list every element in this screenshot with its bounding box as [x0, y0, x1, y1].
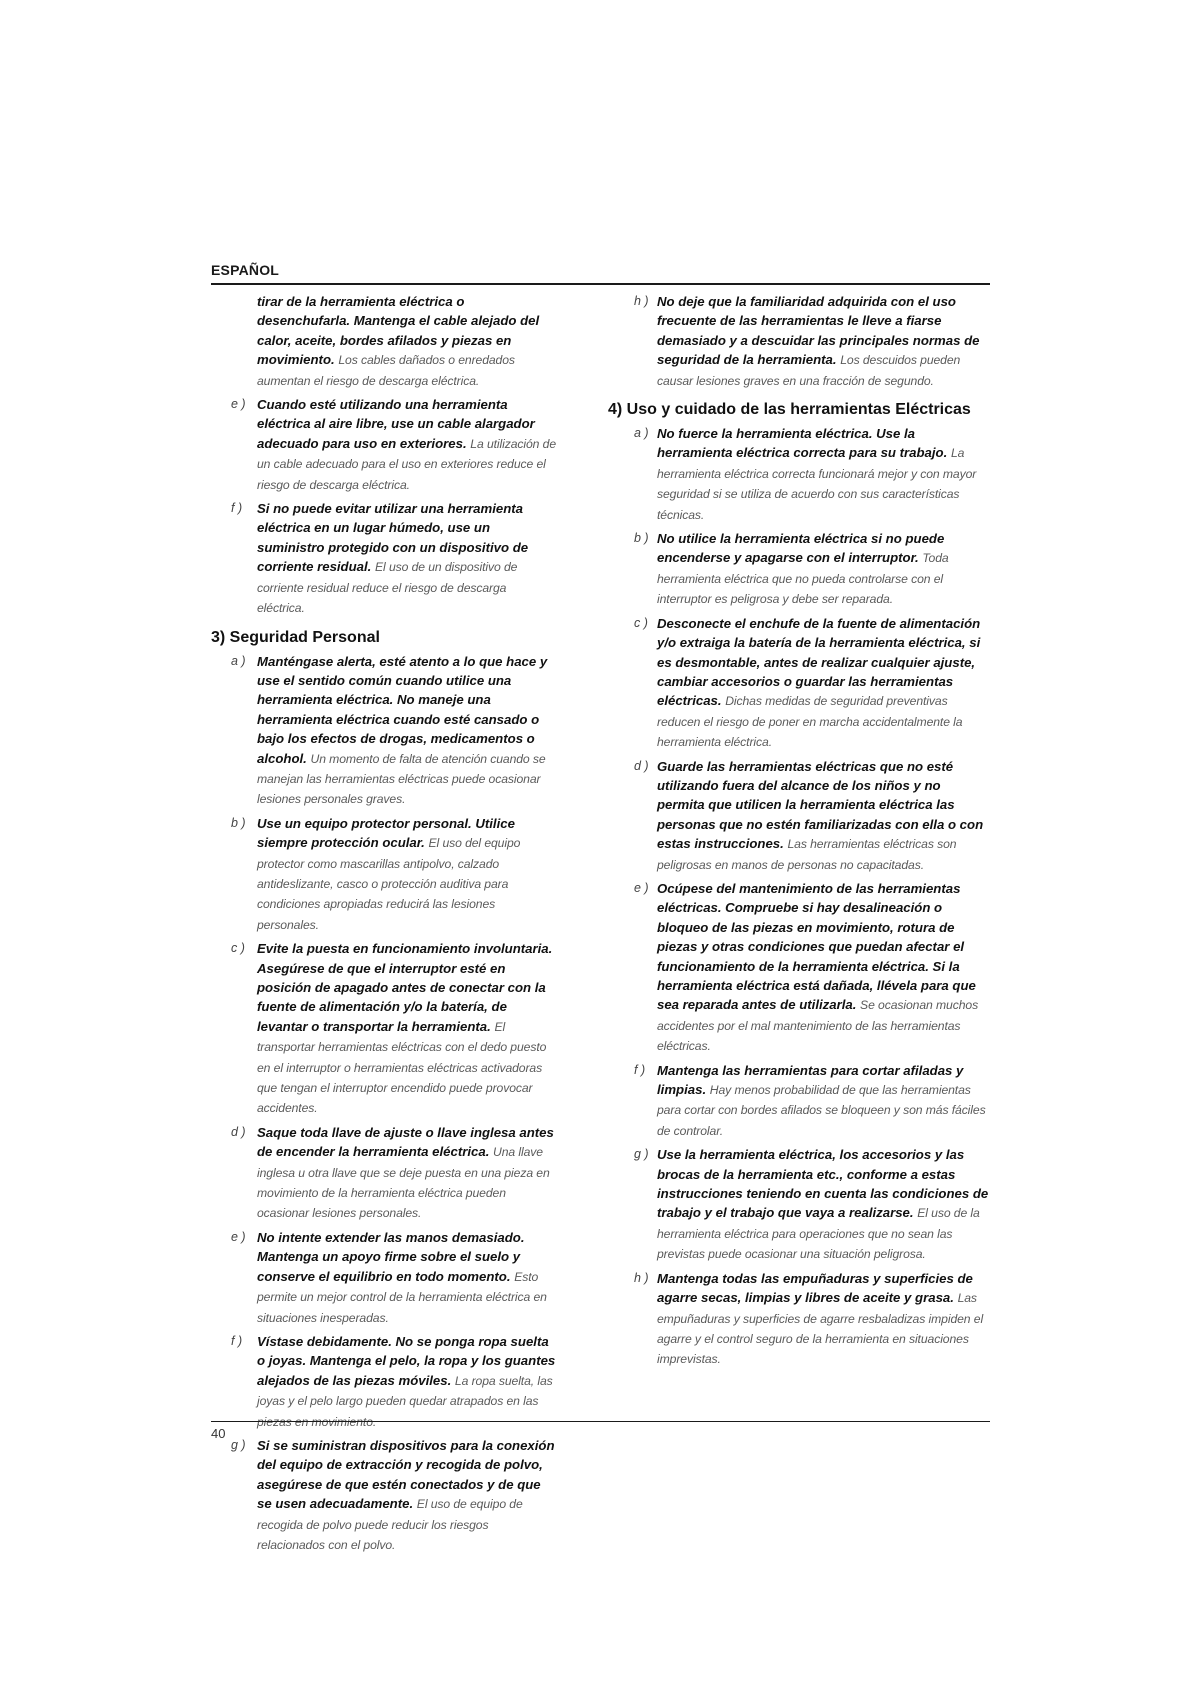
list-item	[211, 1436, 556, 1555]
item-explanation: Un momento de falta de atención cuando se manejan las herramientas eléctricas puede ocasionar lesiones personales graves.	[257, 751, 546, 807]
list-item	[211, 395, 556, 495]
item-bold-text: Desconecte el enchufe de la fuente de alimentación y/o extraiga la batería de la herramienta eléctrica, si es desmontable, antes de realizar cualquier ajuste, cambiar accesorios o guardar las herramientas eléctricas.	[657, 615, 981, 709]
item-explanation: Toda herramienta eléctrica que no pueda controlarse con el interruptor es peligrosa y debe ser reparada.	[657, 551, 949, 607]
item-letter: g )	[231, 1437, 246, 1452]
item-explanation: Las herramientas eléctricas son peligrosas en manos de personas no capacitadas.	[657, 837, 957, 872]
item-bold-text: Si se suministran dispositivos para la conexión del equipo de extracción y recogida de polvo, asegúrese de que estén conectados y de que se usen adecuadamente.	[257, 1437, 555, 1512]
item-letter: e )	[231, 1229, 246, 1244]
item-bold-text: Guarde las herramientas eléctricas que no esté utilizando fuera del alcance de los niños y no permita que utilicen la herramienta eléctrica las personas que no estén familiarizadas con ella o con estas instrucciones.	[657, 758, 984, 852]
list-item	[608, 614, 990, 753]
list-item	[211, 1228, 556, 1328]
item-explanation: Esto permite un mejor control de la herramienta eléctrica en situaciones inesperadas.	[257, 1269, 547, 1325]
page-header	[211, 262, 990, 285]
item-bold-text: Evite la puesta en funcionamiento involuntaria. Asegúrese de que el interruptor esté en posición de apagado antes de conectar con la fuente de alimentación y/o la batería, de levantar o transportar la herramienta.	[257, 941, 553, 1034]
item-bold-text: Mantenga todas las empuñaduras y superficies de agarre secas, limpias y libres de aceite y grasa.	[657, 1270, 973, 1306]
item-letter: f )	[634, 1062, 646, 1077]
list-item	[608, 879, 990, 1057]
section-title-tool-use-care: 4) Uso y cuidado de las herramientas Eléctricas	[608, 401, 971, 419]
right-column	[608, 292, 990, 1374]
list-item	[211, 814, 556, 935]
item-explanation: Los descuidos pueden causar lesiones graves en una fracción de segundo.	[657, 353, 961, 388]
item-explanation: Una llave inglesa u otra llave que se deje puesta en una pieza en movimiento de la herramienta eléctrica pueden ocasionar lesiones personales.	[257, 1145, 550, 1221]
language-label: ESPAÑOL	[211, 262, 280, 278]
item-bold-text: Cuando esté utilizando una herramienta eléctrica al aire libre, use un cable alargador adecuado para uso en exteriores.	[257, 397, 535, 451]
item-explanation: El uso de la herramienta eléctrica para operaciones que no sean las previstas puede ocasionar una situación peligrosa.	[657, 1206, 980, 1262]
item-explanation: Hay menos probabilidad de que las herramientas para cortar con bordes afilados se bloqueen y son más fáciles de controlar.	[657, 1083, 986, 1138]
item-letter: a )	[634, 426, 649, 441]
item-letter: g )	[634, 1147, 649, 1162]
left-column	[211, 292, 556, 1559]
item-explanation: Dichas medidas de seguridad preventivas reducen el riesgo de poner en marcha accidentalmente la herramienta eléctrica.	[657, 694, 963, 750]
item-letter: c )	[231, 941, 245, 956]
list-item	[608, 529, 990, 610]
item-letter: f )	[231, 1333, 243, 1348]
item-explanation: El uso de un dispositivo de corriente residual reduce el riesgo de descarga eléctrica.	[257, 560, 518, 616]
item-letter: d )	[231, 1124, 246, 1139]
item-bold-text: Use la herramienta eléctrica, los accesorios y las brocas de la herramienta etc., conforme a estas instrucciones teniendo en cuenta las condiciones de trabajo y el trabajo que vaya a realizarse.	[657, 1147, 989, 1221]
item-bold-text: No utilice la herramienta eléctrica si no puede encenderse y apagarse con el interruptor.	[657, 531, 945, 566]
item-bold-text: Saque toda llave de ajuste o llave inglesa antes de encender la herramienta eléctrica.	[257, 1124, 554, 1160]
item-explanation: La utilización de un cable adecuado para el uso en exteriores reduce el riesgo de descarga eléctrica.	[257, 436, 556, 492]
item-bold-text: Vístase debidamente. No se ponga ropa suelta o joyas. Mantenga el pelo, la ropa y los guantes alejados de las piezas móviles.	[257, 1333, 556, 1388]
item-letter: b )	[634, 531, 649, 546]
item-explanation: El uso de equipo de recogida de polvo puede reducir los riesgos relacionados con el polvo.	[257, 1497, 523, 1552]
item-explanation: Los cables dañados o enredados aumentan el riesgo de descarga eléctrica.	[257, 353, 515, 388]
list-item	[211, 939, 556, 1119]
item-explanation: Se ocasionan muchos accidentes por el mal mantenimiento de las herramientas eléctricas.	[657, 998, 979, 1054]
item-bold-text: No fuerce la herramienta eléctrica. Use la herramienta eléctrica correcta para su trabajo.	[657, 426, 948, 461]
item-letter: e )	[634, 880, 649, 895]
item-letter: d )	[634, 758, 649, 773]
item-letter: e )	[231, 397, 246, 412]
list-item	[211, 1332, 556, 1432]
item-explanation: La herramienta eléctrica correcta funcionará mejor y con mayor seguridad si se utiliza de acuerdo con sus características técnicas.	[657, 446, 977, 522]
item-letter: h )	[634, 1270, 649, 1285]
item-letter: b )	[231, 815, 246, 830]
item-bold-text: Use un equipo protector personal. Utilice siempre protección ocular.	[257, 815, 515, 851]
item-bold-text: Manténgase alerta, esté atento a lo que hace y use el sentido común cuando utilice una herramienta eléctrica. No maneje una herramienta eléctrica cuando esté cansado o bajo los efectos de drogas, medicamentos o alcohol.	[257, 653, 548, 766]
list-item	[608, 424, 990, 525]
list-item	[608, 1269, 990, 1370]
list-item	[608, 757, 990, 875]
item-bold-text: Mantenga las herramientas para cortar afiladas y limpias.	[657, 1062, 964, 1098]
item-letter: c )	[634, 615, 648, 630]
item-explanation: La ropa suelta, las joyas y el pelo largo pueden quedar atrapados en las piezas en movimiento.	[257, 1373, 553, 1429]
item-letter: f )	[231, 501, 243, 516]
list-item	[211, 292, 556, 391]
item-explanation: El uso del equipo protector como mascarillas antipolvo, calzado antideslizante, casco o protección auditiva para condiciones apropiadas reducirá las lesiones personales.	[257, 836, 521, 932]
item-bold-text: No deje que la familiaridad adquirida con el uso frecuente de las herramientas le lleve a fiarse demasiado y a descuidar las principales normas de seguridad de la herramienta.	[657, 294, 980, 368]
item-letter: h )	[634, 294, 649, 308]
item-explanation: El transportar herramientas eléctricas con el dedo puesto en el interruptor o herramientas eléctricas activadoras que tengan el interruptor encendido puede provocar accidentes.	[257, 1019, 547, 1116]
item-bold-text: tirar de la herramienta eléctrica o desenchufarla. Mantenga el cable alejado del calor, aceite, bordes afilados y piezas en movimiento.	[257, 294, 540, 368]
list-item	[608, 1145, 990, 1264]
list-item	[608, 292, 990, 391]
item-explanation: Las empuñaduras y superficies de agarre resbaladizas impiden el agarre y el control seguro de la herramienta en situaciones imprevistas.	[657, 1291, 984, 1367]
item-letter: a )	[231, 653, 246, 668]
item-bold-text: Si no puede evitar utilizar una herramienta eléctrica en un lugar húmedo, use un suministro protegido con un dispositivo de corriente residual.	[257, 501, 529, 575]
list-item	[211, 499, 556, 618]
section-title-personal-safety: 3) Seguridad Personal	[211, 628, 380, 646]
item-bold-text: Ocúpese del mantenimiento de las herramientas eléctricas. Compruebe si hay desalineación o bloqueo de las piezas en movimiento, rotura de piezas y otras condiciones que puedan afectar el funcionamiento de la herramienta eléctrica. Si la herramienta eléctrica está dañada, llévela para que sea reparada antes de utilizarla.	[657, 880, 976, 1013]
item-bold-text: No intente extender las manos demasiado. Mantenga un apoyo firme sobre el suelo y conserve el equilibrio en todo momento.	[257, 1229, 525, 1284]
list-item	[608, 1061, 990, 1142]
page-number: 40	[211, 1426, 226, 1441]
page-footer	[211, 1421, 990, 1441]
list-item	[211, 652, 556, 810]
list-item	[211, 1123, 556, 1224]
